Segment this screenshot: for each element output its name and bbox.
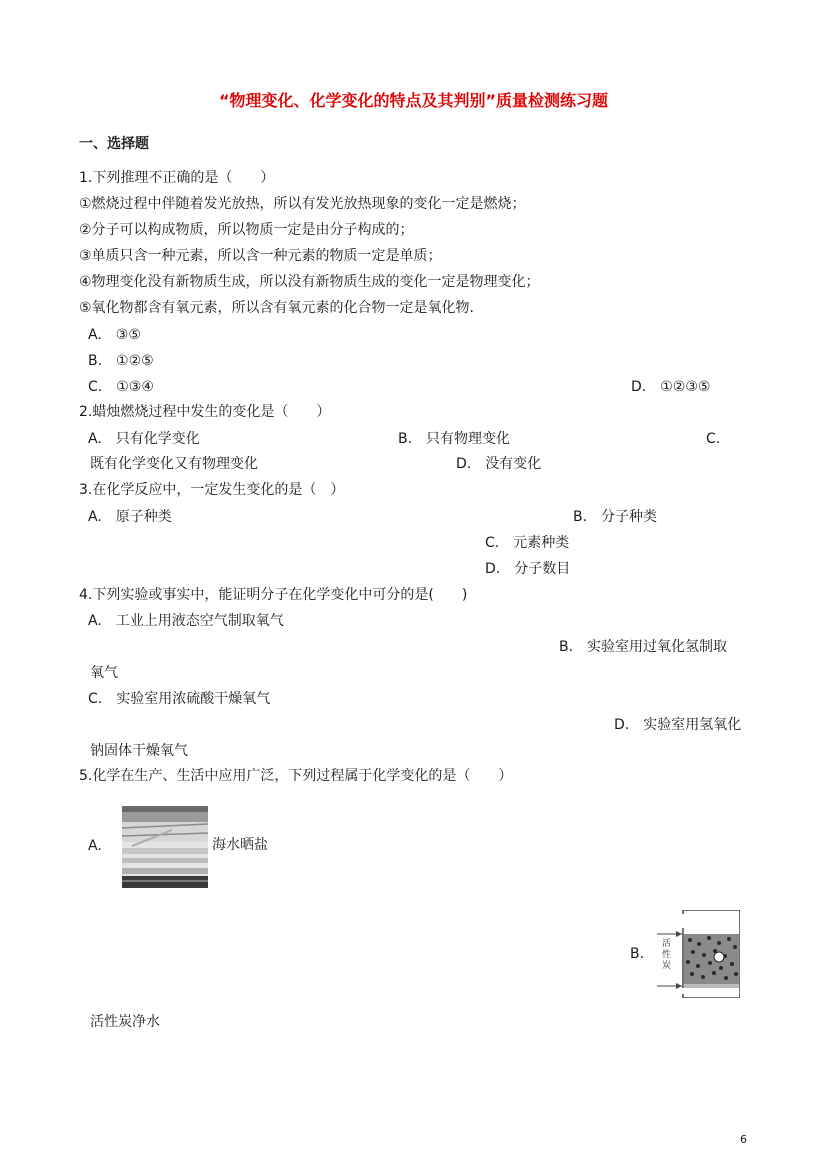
salt-pan-photo [122,806,208,888]
page-title: “物理变化、化学变化的特点及其判别”质量检测练习题 [218,91,609,110]
q1-stem: 1.下列推理不正确的是（ ） [79,170,275,186]
q4-option-a[interactable]: A. 工业上用液态空气制取氧气 [88,613,284,629]
q1-option-b[interactable]: B. ①②⑤ [88,353,154,369]
q1-option-c[interactable]: C. ①③④ [88,379,154,395]
q4-option-c[interactable]: C. 实验室用浓硫酸干燥氧气 [88,691,271,707]
q3-option-d[interactable]: D. 分子数目 [485,561,571,577]
q1-statement-4: ④物理变化没有新物质生成，所以没有新物质生成的变化一定是物理变化； [79,274,540,290]
q4-stem: 4.下列实验或事实中，能证明分子在化学变化中可分的是( ) [79,587,468,603]
q3-option-a[interactable]: A. 原子种类 [88,509,172,525]
q4-option-b-continued[interactable]: 氧气 [90,665,118,681]
q5-option-b-label[interactable]: B. [630,946,645,962]
q2-stem: 2.蜡烛燃烧过程中发生的变化是（ ） [79,404,331,420]
page-number: 6 [740,1133,747,1146]
q4-option-b[interactable]: B. 实验室用过氧化氢制取 [559,639,728,655]
q1-option-d[interactable]: D. ①②③⑤ [631,379,711,395]
q2-option-b[interactable]: B. 只有物理变化 [398,431,511,447]
q2-option-c-label[interactable]: C. [706,431,721,447]
activated-carbon-filter-figure [657,910,740,998]
q1-statement-1: ①燃烧过程中伴随着发光放热，所以有发光放热现象的变化一定是燃烧； [79,196,526,212]
q2-option-d[interactable]: D. 没有变化 [456,456,542,472]
q1-statement-5: ⑤氧化物都含有氧元素，所以含有氧元素的化合物一定是氧化物． [79,300,484,316]
q1-option-a[interactable]: A. ③⑤ [88,327,141,343]
q2-option-c-text[interactable]: 既有化学变化又有物理变化 [90,456,258,472]
q3-option-b[interactable]: B. 分子种类 [573,509,658,525]
activated-carbon-figure-label: 活性炭 [662,939,672,971]
q2-option-a[interactable]: A. 只有化学变化 [88,431,200,447]
q5-option-a-label[interactable]: A. [88,838,102,854]
section-heading: 一、选择题 [79,136,149,152]
q4-option-d-continued[interactable]: 钠固体干燥氧气 [90,743,188,759]
q4-option-d[interactable]: D. 实验室用氢氧化 [614,717,742,733]
q5-option-a-text[interactable]: 海水晒盐 [212,837,268,853]
q3-option-c[interactable]: C. 元素种类 [485,535,570,551]
q1-statement-2: ②分子可以构成物质，所以物质一定是由分子构成的； [79,222,414,238]
q1-statement-3: ③单质只含一种元素，所以含一种元素的物质一定是单质； [79,248,442,264]
q5-option-b-text[interactable]: 活性炭净水 [90,1014,160,1030]
q3-stem: 3.在化学反应中，一定发生变化的是（ ） [79,482,345,498]
q5-stem: 5.化学在生产、生活中应用广泛，下列过程属于化学变化的是（ ） [79,768,513,784]
